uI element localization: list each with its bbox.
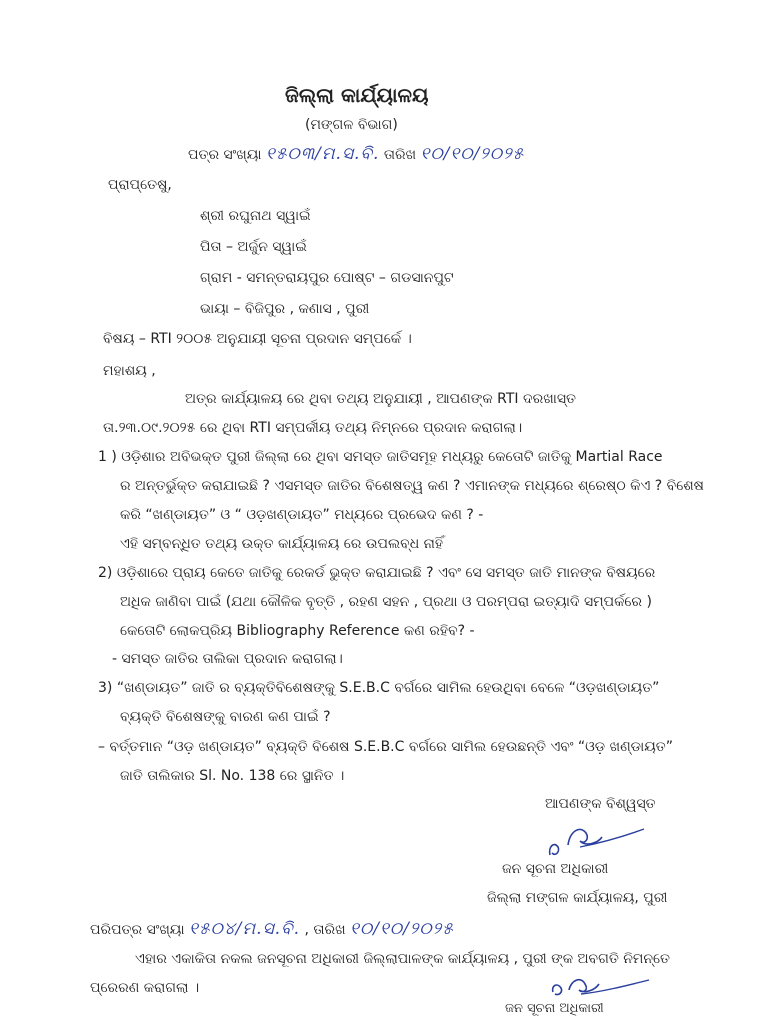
item-2-answer: - ସମସ୍ତ ଜାତିର ତାଲିକା ପ୍ରଦାନ କରାଗଲା। (112, 651, 343, 667)
letter-number-value: ୧୫୦୩/ମ.ସ.ବି. (265, 144, 380, 164)
letter-number-label: ପତ୍ର ସଂଖ୍ୟା (188, 147, 262, 163)
item-1-answer: ଏହି ସମ୍ବନ୍ଧିତ ତଥ୍ୟ ଉକ୍ତ କାର୍ଯ୍ୟାଳୟ ରେ ଉପଲବ୍ଧ ନାହିଁ (120, 536, 444, 552)
recipient-father: ପିତା – ଅର୍ଜୁନ ସ୍ୱାଇଁ (200, 239, 307, 255)
recipient-village: ଗ୍ରାମ - ସମନ୍ତରାୟପୁର ପୋଷ୍ଟ – ଗଡସାନପୁଟ (200, 270, 454, 286)
letter-number-line (188, 145, 524, 164)
letter-date-value: ୧୦/୧୦/୨୦୨୫ (420, 144, 525, 164)
closing-office: ଜିଲ୍ଲା ମଙ୍ଗଳ କାର୍ଯ୍ୟାଳୟ, ପୁରୀ (487, 890, 668, 906)
endorsement-officer: ଜନ ସୂଚନା ଅଧିକାରୀ (505, 1001, 604, 1016)
item-2-line-3: କେତୋଟି ଲୋକପ୍ରିୟ Bibliography Reference କଣ ରହିବ? - (120, 623, 475, 639)
endorsement-number-label: ପରିପତ୍ର ସଂଖ୍ୟା (90, 922, 185, 938)
item-1-line-3: କରି “ଖଣ୍ଡାୟତ” ଓ “ ଓଡ଼ଖଣ୍ଡାୟତ” ମଧ୍ୟରେ ପ୍ରଭେଦ କଣ ? - (120, 507, 484, 523)
item-3-answer-2: ଜାତି ତାଲିକାର Sl. No. 138 ରେ ସ୍ଥାନିତ । (120, 768, 345, 784)
item-2-line-2: ଅଧିକ ଜାଣିବା ପାଇଁ (ଯଥା କୌଳିକ ବୃତ୍ତି , ରହଣ ସହନ , ପ୍ରଥା ଓ ପରମ୍ପରା ଇତ୍ୟାଦି ସମ୍ପର୍କରେ ) (120, 594, 652, 610)
closing-officer: ଜନ ସୂଚନା ଅଧିକାରୀ (502, 861, 609, 877)
endorsement-text-2: ପ୍ରେରଣ କରାଗଲା । (90, 980, 200, 996)
closing-yours: ଆପଣଙ୍କ ବିଶ୍ୱସ୍ତ (545, 796, 656, 812)
recipient-via: ଭାୟା – ବିଜିପୁର , କଣାସ , ପୁରୀ (200, 301, 370, 317)
endorsement-text-1: ଏହାର ଏକାକିତା ନକଲ ଜନସୂଚନା ଅଧିକାରୀ ଜିଲ୍ଲାପାଳଙ୍କ କାର୍ଯ୍ୟାଳୟ , ପୁରୀ ଙ୍କ ଅବଗତି ନିମନ୍ତେ (135, 951, 671, 967)
item-2-line-1: 2) ଓଡ଼ିଶାରେ ପ୍ରାୟ କେତେ ଜାତିକୁ ରେକର୍ଡ ଭୁକ୍ତ କରାଯାଇଛି ? ଏବଂ ସେ ସମସ୍ତ ଜାତି ମାନଙ୍କ ବିଷୟରେ (98, 565, 656, 581)
item-1-line-1: 1 ) ଓଡ଼ିଶାର ଅବିଭକ୍ତ ପୁରୀ ଜିଲ୍ଲା ରେ ଥିବା ସମସ୍ତ ଜାତିସମୂହ ମଧ୍ୟରୁ କେତୋଟି ଜାତିକୁ Martial Race (98, 449, 663, 465)
endorsement-number-value: ୧୫୦୪/ମ.ସ.ବି. (189, 919, 301, 939)
officer-signature-1 (540, 817, 650, 861)
intro-line-1: ଅତ୍ର କାର୍ଯ୍ୟାଳୟ ରେ ଥିବା ତଥ୍ୟ ଅନୁଯାୟୀ , ଆପଣଙ୍କ RTI ଦରଖାସ୍ତ (185, 391, 576, 407)
office-title: ଜିଲ୍ଲା କାର୍ଯ୍ୟାଳୟ (285, 83, 429, 107)
item-3-line-2: ବ୍ୟକ୍ତି ବିଶେଷଙ୍କୁ ବାରଣ କଣ ପାଇଁ ? (120, 709, 331, 725)
salutation: ମହାଶୟ , (103, 363, 156, 379)
subject-line: ବିଷୟ – RTI ୨୦୦୫ ଅନୁଯାୟୀ ସୂଚନା ପ୍ରଦାନ ସମ୍ପର୍କେ । (103, 331, 412, 347)
item-1-line-2: ର ଅନ୍ତର୍ଭୁକ୍ତ କରାଯାଇଛି ? ଏସମସ୍ତ ଜାତିର ବିଶେଷତ୍ୱ କଣ ? ଏମାନଙ୍କ ମଧ୍ୟରେ ଶ୍ରେଷ୍ଠ କିଏ ? ବିଶେଷ (120, 478, 704, 494)
intro-line-2: ତା.୨୩.୦୯.୨୦୨୫ ରେ ଥିବା RTI ସମ୍ପର୍କୀୟ ତଥ୍ୟ ନିମ୍ନରେ ପ୍ରଦାନ କରାଗଲା। (103, 420, 523, 436)
recipient-to: ପ୍ରାପ୍ତେଷୁ, (108, 177, 172, 193)
item-3-answer-1: – ବର୍ତ୍ତମାନ “ଓଡ଼ ଖଣ୍ଡାୟତ” ବ୍ୟକ୍ତି ବିଶେଷ S.E.B.C ବର୍ଗରେ ସାମିଲ ହେଉଛନ୍ତି ଏବଂ “ଓଡ଼ ଖଣ୍ଡାୟତ” (98, 739, 674, 755)
endorsement-number-line (90, 920, 454, 939)
recipient-name: ଶ୍ରୀ ରଘୁନାଥ ସ୍ୱାଇଁ (200, 208, 311, 224)
item-3-line-1: 3) “ଖଣ୍ଡାୟତ” ଜାତି ର ବ୍ୟକ୍ତିବିଶେଷଙ୍କୁ S.E.B.C ବର୍ଗରେ ସାମିଲ ହେଉଥିବା ବେଳେ “ଓଡ଼ଖଣ୍ଡାୟତ” (98, 680, 660, 696)
letter-date-label: ତାରିଖ (383, 147, 417, 163)
endorsement-date-value: ୧୦/୧୦/୨୦୨୫ (350, 919, 454, 939)
endorsement-date-label: , ତାରିଖ (304, 922, 346, 938)
department-label: (ମଙ୍ଗଳ ବିଭାଗ) (305, 117, 398, 133)
